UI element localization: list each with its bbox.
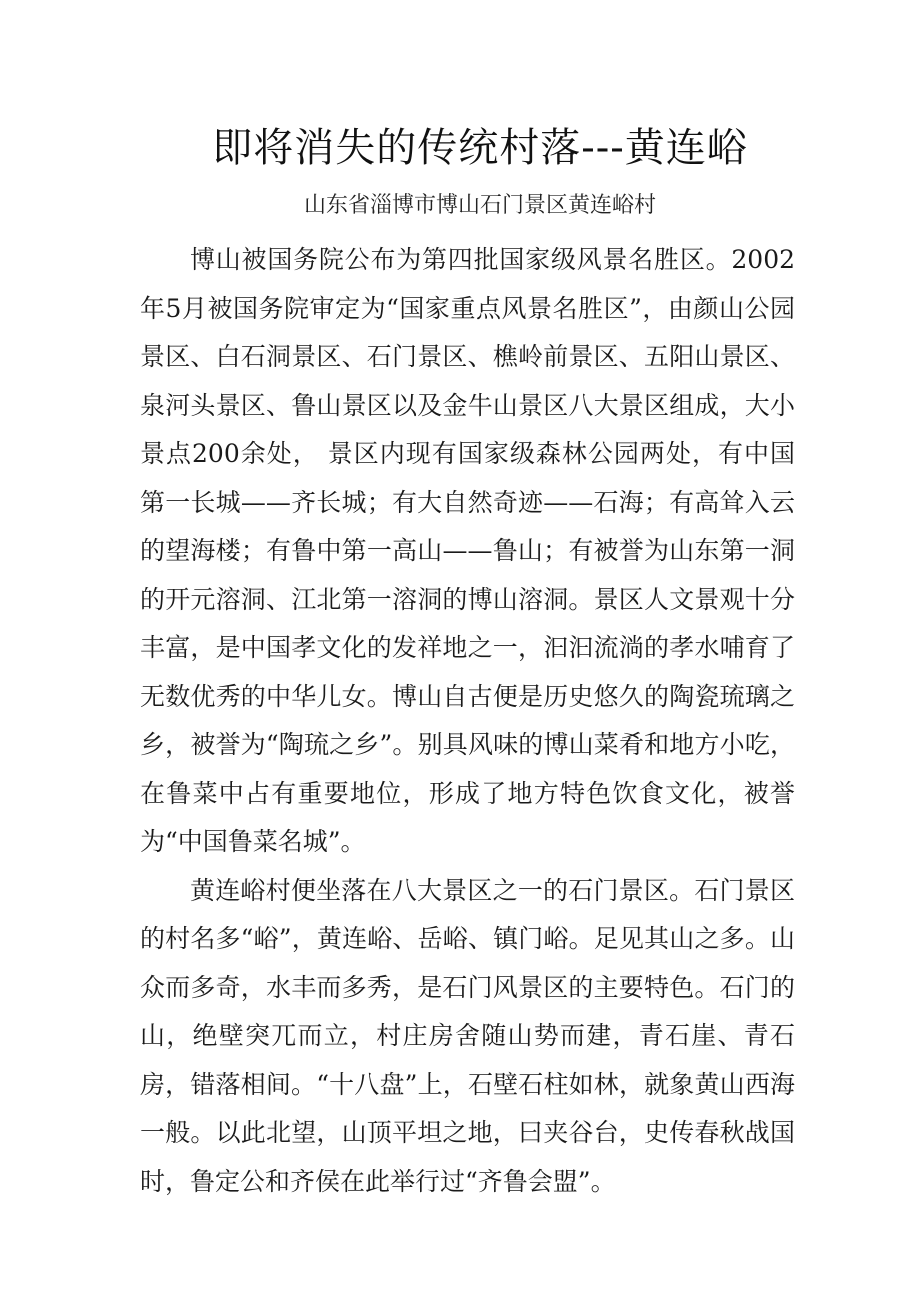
document-title: 即将消失的传统村落---黄连峪: [212, 125, 748, 171]
document-body: [140, 236, 795, 1206]
document-subtitle: 山东省淄博市博山石门景区黄连峪村: [303, 193, 656, 218]
paragraph: 博山被国务院公布为第四批国家级风景名胜区。2002 年5月被国务院审定为“国家重点风景名胜区”，由颜山公园景区、白石洞景区、石门景区、樵岭前景区、五阳山景区、泉河头景区、鲁山景区以及金牛山景区八大景区组成，大小景点200余处， 景区内现有国家级森林公园两处，有中国第一长城——齐长城；有大自然奇迹——石海；有高耸入云的望海楼；有鲁中第一高山——鲁山；有被誉为山东第一洞的开元溶洞、江北第一溶洞的博山溶洞。景区人文景观十分丰富，是中国孝文化的发祥地之一，汩汩流淌的孝水哺育了无数优秀的中华儿女。博山自古便是历史悠久的陶瓷琉璃之乡，被誉为“陶琉之乡”。别具风味的博山菜肴和地方小吃，在鲁菜中占有重要地位，形成了地方特色饮食文化，被誉为“中国鲁菜名城”。: [140, 245, 795, 856]
paragraph: 黄连峪村便坐落在八大景区之一的石门景区。石门景区的村名多“峪”，黄连峪、岳峪、镇门峪。足见其山之多。山众而多奇，水丰而多秀，是石门风景区的主要特色。石门的山，绝壁突兀而立，村庄房舍随山势而建，青石崖、青石房，错落相间。“十八盘”上，石壁石柱如林，就象黄山西海一般。以此北望，山顶平坦之地，曰夹谷台，史传春秋战国时，鲁定公和齐侯在此举行过“齐鲁会盟”。: [140, 875, 795, 1196]
